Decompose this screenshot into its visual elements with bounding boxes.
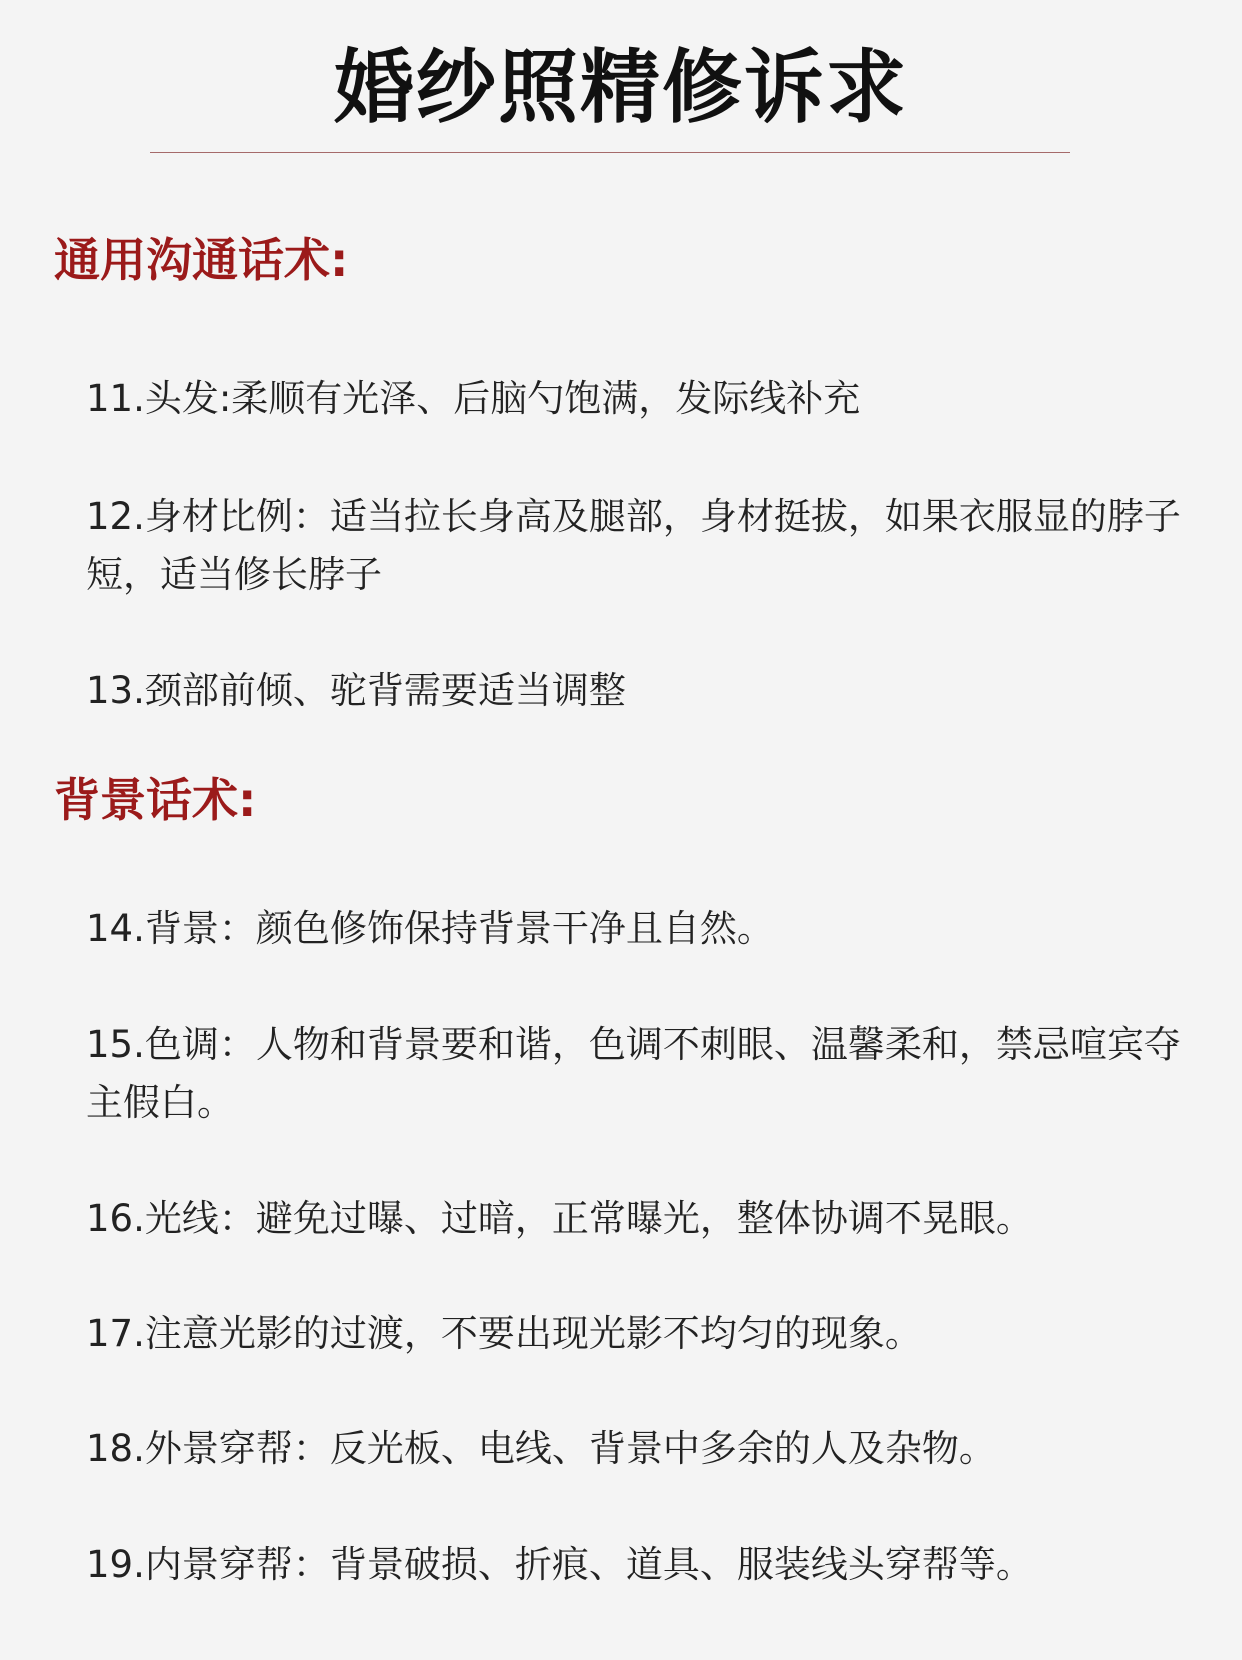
list-item: 16.光线：避免过曝、过暗，正常曝光，整体协调不晃眼。 xyxy=(86,1197,1033,1240)
list-item: 11.头发:柔顺有光泽、后脑勺饱满，发际线补充 xyxy=(86,377,861,420)
list-item: 12.身材比例：适当拉长身高及腿部，身材挺拔，如果衣服显的脖子短，适当修长脖子 xyxy=(86,495,1181,596)
list-item: 19.内景穿帮：背景破损、折痕、道具、服装线头穿帮等。 xyxy=(86,1543,1033,1586)
list-item: 15.色调：人物和背景要和谐，色调不刺眼、温馨柔和，禁忌喧宾夺主假白。 xyxy=(86,1023,1181,1124)
page-title: 婚纱照精修诉求 xyxy=(334,41,908,134)
section-heading-background: 背景话术: xyxy=(54,773,257,827)
list-item: 17.注意光影的过渡，不要出现光影不均匀的现象。 xyxy=(86,1312,922,1355)
section-heading-communication: 通用沟通话术: xyxy=(54,233,349,287)
title-divider xyxy=(150,152,1070,153)
list-item: 14.背景：颜色修饰保持背景干净且自然。 xyxy=(86,907,774,950)
list-item: 18.外景穿帮：反光板、电线、背景中多余的人及杂物。 xyxy=(86,1427,996,1470)
list-item: 13.颈部前倾、驼背需要适当调整 xyxy=(86,669,626,712)
